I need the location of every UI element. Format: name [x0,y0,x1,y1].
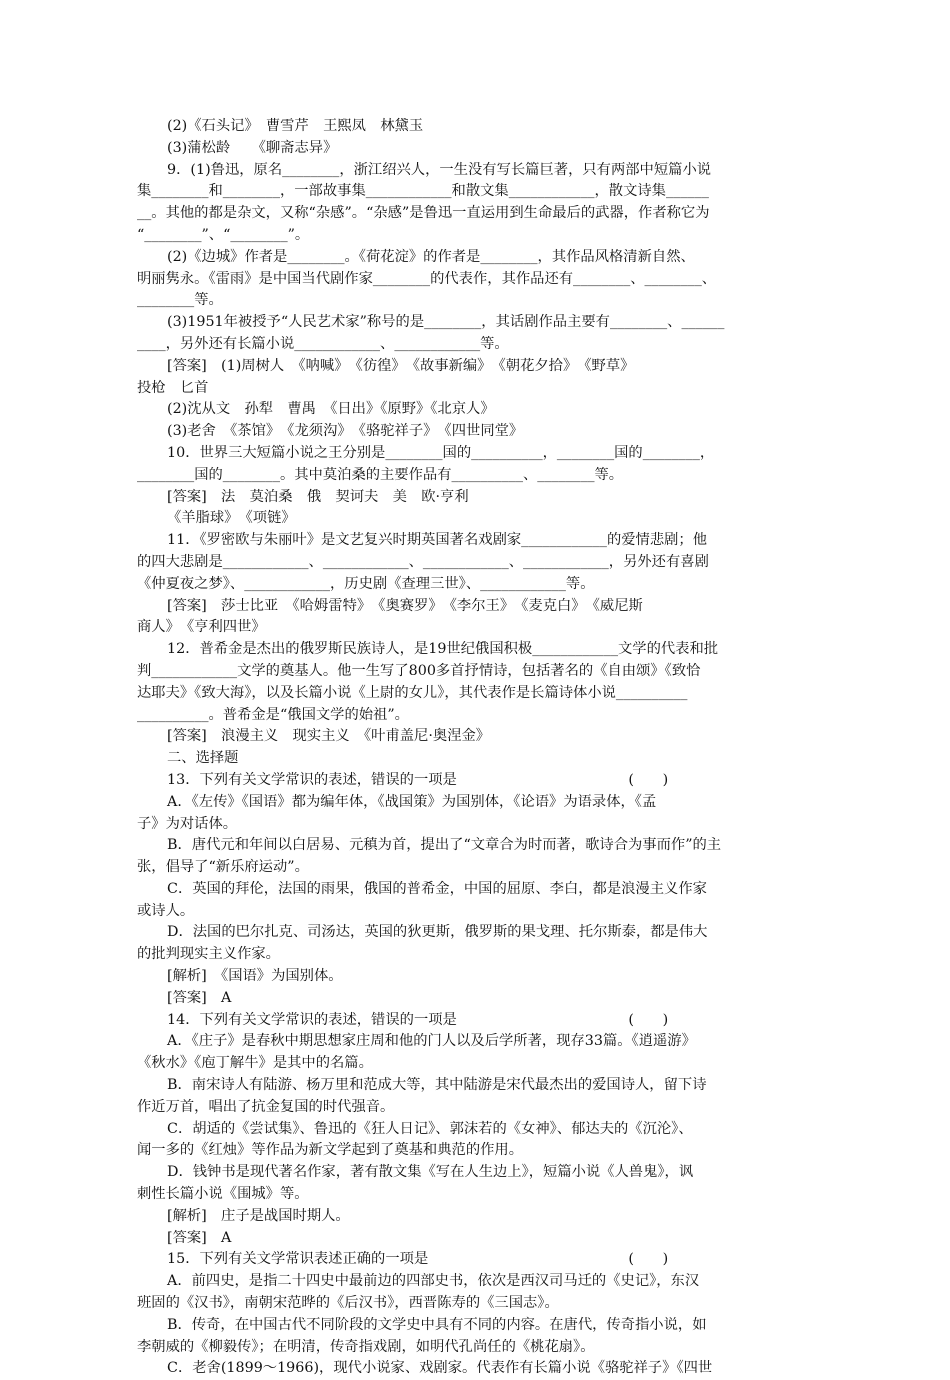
text-line: 二、选择题 [167,750,239,767]
text-line: D．钱钟书是现代著名作家，著有散文集《写在人生边上》，短篇小说《人兽鬼》，讽 [167,1164,694,1181]
text-line: [答案] 浪漫主义 现实主义 《叶甫盖尼·奥涅金》 [167,728,491,745]
text-line: 12．普希金是杰出的俄罗斯民族诗人，是19世纪俄国积极____________文学的代表和批 [167,641,719,658]
text-line: B．唐代元和年间以白居易、元稹为首，提出了“文章合为时而著，歌诗合为事而作”的主 [167,837,722,854]
text-line: C．老舍(1899～1966)，现代小说家、戏剧家。代表作有长篇小说《骆驼祥子》《四世 [167,1360,713,1377]
text-line: 10．世界三大短篇小说之王分别是________国的__________，________国的________， [167,444,715,461]
text-line: ________国的________。其中莫泊桑的主要作品有__________、________等。 [137,466,624,483]
text-line: 判____________文学的奠基人。他一生写了800多首抒情诗，包括著名的《自由颂》《致恰 [137,662,701,679]
text-line: A．《庄子》是春秋中期思想家庄周和他的门人以及后学所著，现存33篇。《逍遥游》 [167,1033,696,1050]
text-line: 的批判现实主义作家。 [137,946,280,963]
text-line: A．《左传》《国语》都为编年体，《战国策》为国别体，《论语》为语录体，《孟 [167,793,657,810]
text-line: [答案] A [167,989,232,1006]
text-line: B．南宋诗人有陆游、杨万里和范成大等，其中陆游是宋代最杰出的爱国诗人，留下诗 [167,1077,707,1094]
text-line: 14．下列有关文学常识的表述，错误的一项是 ( ) [167,1011,669,1028]
text-line: 13．下列有关文学常识的表述，错误的一项是 ( ) [167,771,669,788]
text-line: B．传奇，在中国古代不同阶段的文学史中具有不同的内容。在唐代，传奇指小说，如 [167,1316,707,1333]
text-line: __。其他的都是杂文，又称“杂感”。“杂感”是鲁迅一直运用到生命最后的武器，作者称它为 [137,205,710,222]
text-line: 15．下列有关文学常识表述正确的一项是 ( ) [167,1251,669,1268]
text-line: (3)老舍 《茶馆》 《龙须沟》 《骆驼祥子》 《四世同堂》 [167,423,524,440]
text-line: 闻一多的《红烛》等作品为新文学起到了奠基和典范的作用。 [137,1142,524,1159]
text-line: A．前四史，是指二十四史中最前边的四部史书，依次是西汉司马迁的《史记》，东汉 [167,1273,700,1290]
text-line: ____，另外还有长篇小说____________、____________等。 [137,335,509,352]
text-line: 或诗人。 [137,902,195,919]
document-body [137,116,815,1380]
text-line: 11．《罗密欧与朱丽叶》是文艺复兴时期英国著名戏剧家____________的爱情悲剧；他 [167,532,708,549]
text-line: 《仲夏夜之梦》、____________，历史剧《查理三世》、____________等。 [137,575,595,592]
text-line: 李朝威的《柳毅传》；在明清，传奇指戏剧，如明代孔尚任的《桃花扇》。 [137,1338,595,1355]
text-line: 作近万首，唱出了抗金复国的时代强音。 [137,1098,395,1115]
text-line: (3)蒲松龄 《聊斋志异》 [167,139,338,156]
text-line: [答案] (1)周树人 《呐喊》 《彷徨》 《故事新编》 《朝花夕拾》 《野草》 [167,357,635,374]
text-line: 达耶夫》《致大海》，以及长篇小说《上尉的女儿》，其代表作是长篇诗体小说__________ [137,684,688,701]
text-line: 刺性长篇小说《围城》等。 [137,1186,309,1203]
text-line: [答案] 法 莫泊桑 俄 契诃夫 美 欧·亨利 [167,488,469,505]
text-line: D．法国的巴尔扎克、司汤达，英国的狄更斯，俄罗斯的果戈理、托尔斯泰，都是伟大 [167,924,708,941]
text-line: (2)《石头记》 曹雪芹 王熙凤 林黛玉 [167,118,424,134]
text-line: 明丽隽永。《雷雨》是中国当代剧作家________的代表作，其作品还有________、________、 [137,270,717,287]
text-line: 《秋水》《庖丁解牛》是其中的名篇。 [137,1055,373,1072]
text-line: [答案] A [167,1229,232,1246]
text-line: (2)沈从文 孙犁 曹禺 《日出》《原野》《北京人》 [167,401,495,418]
text-line: 的四大悲剧是____________、____________、____________、____________，另外还有喜剧 [137,553,709,570]
text-line: 商人》 《亨利四世》 [137,619,266,636]
text-line: 子》为对话体。 [137,815,238,832]
text-line: (3)1951年被授予“人民艺术家”称号的是________，其话剧作品主要有________、______ [167,314,725,331]
text-line: 班固的《汉书》，南朝宋范晔的《后汉书》，西晋陈寿的《三国志》。 [137,1295,559,1312]
text-line: [答案] 莎士比亚 《哈姆雷特》 《奥赛罗》 《李尔王》 《麦克白》 《威尼斯 [167,597,643,614]
text-line: (2)《边城》作者是________。《荷花淀》的作者是________，其作品风格清新自然、 [167,248,695,265]
text-line: 9．(1)鲁迅，原名________，浙江绍兴人，一生没有写长篇巨著，只有两部中短篇小说 [167,161,712,178]
text-line: 集________和________，一部故事集____________和散文集____________，散文诗集______ [137,183,709,200]
text-line: [解析] 庄子是战国时期人。 [167,1207,350,1224]
text-line: 张，倡导了“新乐府运动”。 [137,859,309,876]
text-line: __________。普希金是“俄国文学的始祖”。 [137,706,409,723]
text-line: ________等。 [137,292,223,309]
text-line: “________”、“________”。 [137,226,310,243]
text-line: C．英国的拜伦，法国的雨果，俄国的普希金，中国的屈原、李白，都是浪漫主义作家 [167,880,707,897]
text-line: 投枪 匕首 [137,379,209,396]
text-line: [解析] 《国语》为国别体。 [167,968,343,985]
text-line: C．胡适的《尝试集》、鲁迅的《狂人日记》、郭沫若的《女神》、郁达夫的《沉沦》、 [167,1120,693,1137]
text-line: 《羊脂球》 《项链》 [167,510,296,527]
